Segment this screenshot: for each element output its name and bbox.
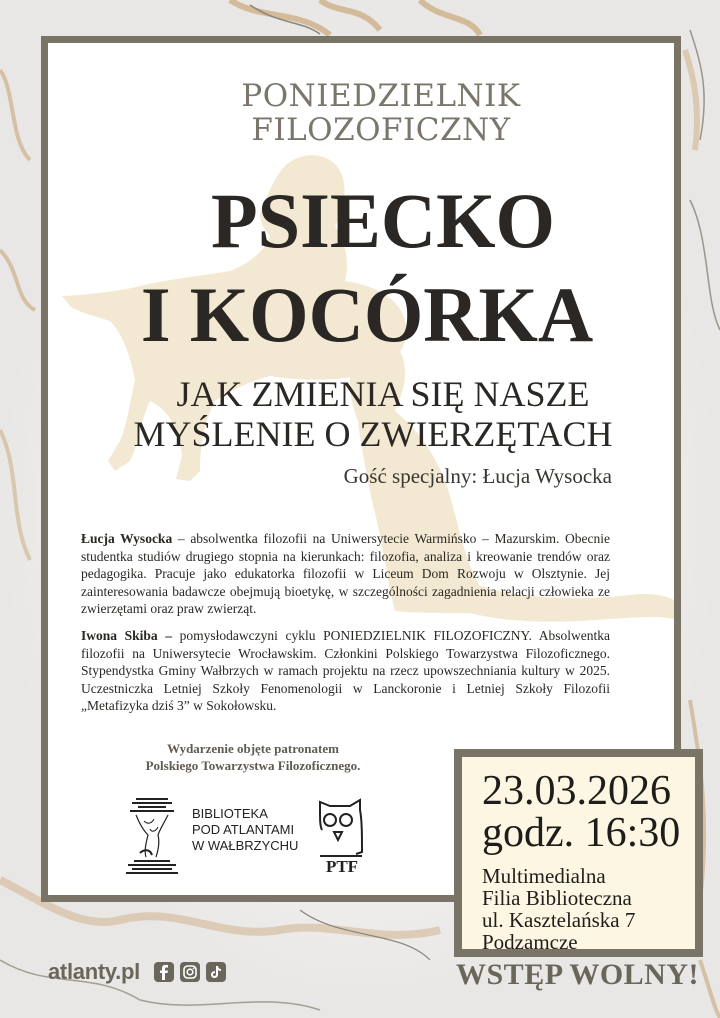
event-details-box bbox=[454, 749, 703, 957]
subtitle-line2: MYŚLENIE O ZWIERZĘTACH bbox=[133, 414, 613, 454]
website-link[interactable]: atlanty.pl bbox=[48, 959, 140, 984]
event-date: 23.03.2026 bbox=[482, 768, 671, 814]
ptf-label: PTF bbox=[325, 857, 359, 876]
free-admission: WSTĘP WOLNY! bbox=[456, 958, 699, 991]
bio-lucja-wysocka bbox=[81, 530, 610, 618]
tiktok-icon[interactable] bbox=[206, 962, 226, 982]
ptf-owl-logo-icon bbox=[316, 796, 368, 876]
footer-links bbox=[48, 959, 226, 985]
bio-name: Iwona Skiba – bbox=[81, 628, 173, 643]
special-guest: Gość specjalny: Łucja Wysocka bbox=[343, 464, 612, 488]
facebook-icon[interactable] bbox=[154, 962, 174, 982]
venue-line4: Podzamcze bbox=[482, 930, 578, 954]
series-title-line2: FILOZOFICZNY bbox=[251, 112, 511, 148]
main-title-line2: I KOCÓRKA bbox=[140, 271, 594, 358]
library-name-line3: W WAŁBRZYCHU bbox=[192, 838, 299, 853]
library-name-line2: POD ATLANTAMI bbox=[192, 822, 295, 837]
main-title-line1: PSIECKO bbox=[210, 177, 556, 264]
series-title-line1: PONIEDZIELNIK bbox=[241, 78, 521, 114]
bio-text: pomysłodawczyni cyklu PONIEDZIELNIK FILOZOFICZNY. Absolwentka filozofii na Uniwersytecie Wrocławskim. Członkini Polskiego Towarzystwa Filozoficznego. Stypendystka Gminy Wałbrzych w ramach projektu na rzecz upowszechniania kultury w 2025. Uczestniczka Letniej Szkoły Fenomenologii w Lanckoronie i Letniej Szkoły Filozofii „Metafizyka dziś 3” w Sokołowsku. bbox=[81, 628, 610, 713]
library-name-line1: BIBLIOTEKA bbox=[192, 806, 268, 821]
event-time: godz. 16:30 bbox=[482, 810, 681, 856]
venue-line3: ul. Kasztelańska 7 bbox=[482, 908, 636, 932]
venue-line1: Multimedialna bbox=[482, 864, 606, 888]
venue-line2: Filia Biblioteczna bbox=[482, 886, 632, 910]
patronage-line1: Wydarzenie objęte patronatem bbox=[167, 741, 339, 756]
bio-iwona-skiba bbox=[81, 627, 610, 715]
atlantes-library-logo-icon bbox=[124, 795, 180, 875]
patronage-note bbox=[88, 740, 418, 774]
event-venue bbox=[482, 865, 635, 953]
bio-text: – absolwentka filozofii na Uniwersytecie Warmińsko – Mazurskim. Obecnie studentka studiów drugiego stopnia na kierunkach: filozofia, analiza i kreowanie trendów oraz pedagogika. Pracuje jako edukatorka filozofii w Liceum Dom Rozwoju w Olsztynie. Jej zainteresowania badawcze obejmują bioetykę, w szczególności zagadnienia relacji człowieka ze zwierzętami oraz praw zwierząt. bbox=[81, 531, 610, 616]
library-logo-text bbox=[192, 806, 298, 854]
instagram-icon[interactable] bbox=[180, 962, 200, 982]
patronage-line2: Polskiego Towarzystwa Filozoficznego. bbox=[145, 758, 361, 773]
bio-name: Łucja Wysocka bbox=[81, 531, 173, 546]
subtitle-line1: JAK ZMIENIA SIĘ NASZE bbox=[176, 374, 590, 414]
